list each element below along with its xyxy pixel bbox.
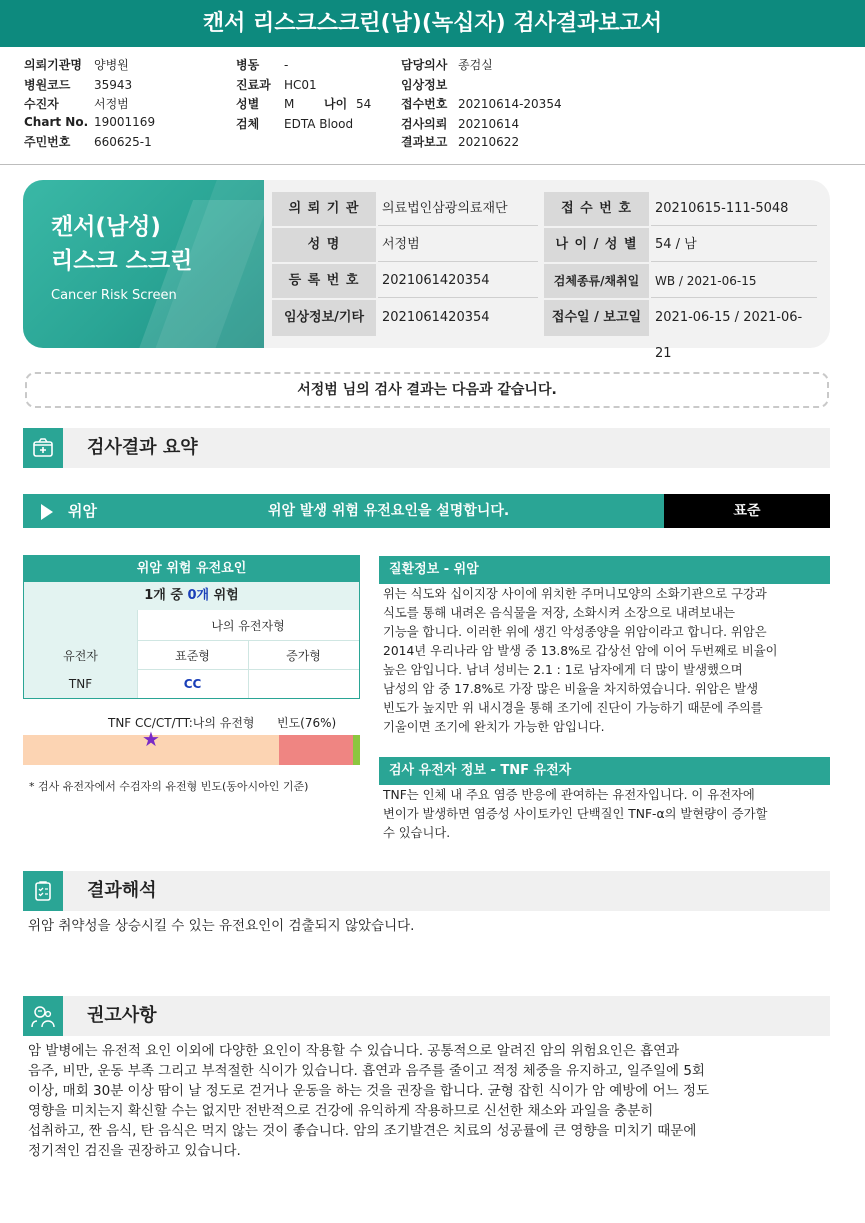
info-value: 2021061420354 [382, 310, 490, 325]
meta-key: 수진자 [24, 97, 59, 111]
meta-row [236, 76, 317, 93]
table-divider [248, 641, 249, 698]
meta-row [236, 115, 353, 132]
gastric-cancer-bar [23, 494, 664, 528]
text-line: 영향을 미치는지 확신할 수는 없지만 전반적으로 건강에 유익하게 작용하므로 신선한 채소와 과일을 충분히 [28, 1103, 654, 1119]
frequency-segment-ct [279, 735, 353, 765]
clipboard-plus-icon [23, 428, 63, 468]
text-line: 남성의 암 중 17.8%로 가장 많은 비율을 차지하였습니다. 위암은 발생 [383, 682, 759, 696]
recommendation-title: 권고사항 [87, 1005, 157, 1026]
play-icon [41, 504, 53, 520]
risk-count [24, 582, 359, 610]
increased-genotype-cell [248, 670, 359, 698]
meta-key: 나이 [324, 97, 348, 111]
gene-risk-table [23, 555, 360, 699]
my-genotype-header: 나의 유전자형 [211, 619, 285, 633]
info-key: 검체종류/채취일 [544, 264, 649, 298]
meta-row [401, 95, 562, 112]
frequency-segment-tt [353, 735, 360, 765]
meta-row [24, 76, 132, 93]
meta-row [401, 115, 519, 132]
info-value: 서정범 [378, 228, 538, 262]
text-line: 기능을 합니다. 이러한 위에 생긴 악성종양을 위암이라고 합니다. 위암은 [383, 625, 767, 639]
cancer-description: 위암 발생 위험 유전요인을 설명합니다. [268, 503, 510, 519]
genotype-frequency-label: TNF CC/CT/TT:나의 유전형 [108, 716, 255, 730]
meta-value: - [284, 58, 289, 72]
meta-row [401, 56, 493, 73]
meta-value: HC01 [284, 78, 317, 92]
meta-value: 양병원 [94, 58, 129, 72]
meta-value: 서정범 [94, 97, 129, 111]
text-line: 2014년 우리나라 암 발생 중 13.8%로 갑상선 암에 이어 두번째로 비율이 [383, 644, 778, 658]
risk-count-value: 0개 [187, 588, 210, 603]
meta-value: EDTA Blood [284, 117, 354, 131]
info-key: 접수일 / 보고일 [544, 300, 649, 336]
text-line: TNF는 인체 내 주요 염증 반응에 관여하는 유전자입니다. 이 유전자에 [383, 788, 755, 802]
meta-key: 진료과 [236, 78, 271, 92]
text-line: 섭취하고, 짠 음식, 탄 음식은 먹지 않는 것이 좋습니다. 암의 조기발견은 치료의 성공률에 큰 영향을 미치기 때문에 [28, 1123, 697, 1139]
star-icon: ★ [142, 727, 160, 751]
info-value: 20210615-111-5048 [651, 192, 817, 226]
recommendation-text [28, 1041, 709, 1161]
disease-info-header: 질환정보 - 위암 [379, 556, 830, 584]
interpretation-section-header [23, 871, 830, 911]
doctor-consult-icon [23, 996, 63, 1036]
text-line: 변이가 발생하면 염증성 사이토카인 단백질인 TNF-α의 발현량이 증가할 [383, 807, 768, 821]
meta-key: 검사의뢰 [401, 117, 448, 131]
meta-value: 20210622 [458, 135, 520, 149]
meta-key: Chart No. [24, 115, 89, 129]
text-line: 위는 식도와 십이지장 사이에 위치한 주머니모양의 소화기관으로 구강과 [383, 587, 767, 601]
brand-title-line2: 리스크 스크린 [51, 248, 193, 274]
meta-row [24, 56, 129, 73]
interpretation-text: 위암 취약성을 상승시킬 수 있는 유전요인이 검출되지 않았습니다. [28, 918, 415, 934]
risk-count-suffix: 위험 [209, 588, 239, 603]
text-line: 수 있습니다. [383, 826, 451, 840]
genotype-frequency-bar [23, 735, 360, 765]
text-line: 이상, 매회 30분 이상 땀이 날 정도로 걷거나 운동을 하는 것을 권장을 합니다. 균형 잡힌 식이가 암 예방에 어느 정도 [28, 1083, 710, 1099]
gene-table-title: 위암 위험 유전요인 [24, 556, 359, 582]
report-title: 캔서 리스크스크린(남)(녹십자) 검사결과보고서 [0, 0, 865, 47]
info-key: 성 명 [272, 228, 376, 262]
checklist-icon [23, 871, 63, 911]
standard-genotype-cell: CC [183, 677, 202, 691]
text-line: 빈도가 높지만 위 내시경을 통해 조기에 진단이 가능하기 때문에 주의를 [383, 701, 763, 715]
gene-info-header: 검사 유전자 정보 - TNF 유전자 [379, 757, 830, 785]
genotype-frequency-value: 빈도(76%) [277, 716, 337, 730]
info-value: WB / 2021-06-15 [651, 264, 817, 298]
risk-level-badge: 표준 [664, 494, 830, 528]
text-line: 음주, 비만, 운동 부족 그리고 부적절한 식이가 있습니다. 흡연과 음주를 줄이고 적정 체중을 유지하고, 일주일에 5회 [28, 1063, 705, 1079]
meta-key: 병원코드 [24, 78, 71, 92]
standard-column-header: 표준형 [175, 649, 210, 663]
meta-key: 접수번호 [401, 97, 448, 111]
info-value: 54 / 남 [651, 228, 817, 262]
meta-row [24, 133, 152, 150]
meta-value: 660625-1 [94, 135, 152, 149]
frequency-note: * 검사 유전자에서 수검자의 유전형 빈도(동아시아인 기준) [29, 780, 309, 793]
meta-value: 19001169 [94, 115, 156, 129]
meta-row [236, 56, 288, 73]
meta-value: 54 [356, 97, 372, 111]
meta-key: 의뢰기관명 [24, 58, 82, 72]
interpretation-title: 결과해석 [87, 880, 157, 901]
gene-name-cell: TNF [68, 677, 93, 691]
meta-value: 20210614-20354 [458, 97, 562, 111]
result-intro-box: 서정범 님의 검사 결과는 다음과 같습니다. [25, 372, 829, 408]
text-line: 높은 암입니다. 남녀 성비는 2.1 : 1로 남자에게 더 많이 발생했으며 [383, 663, 743, 677]
text-line: 식도를 통해 내려온 음식물을 저장, 소화시켜 소장으로 내려보내는 [383, 606, 735, 620]
summary-section-header [23, 428, 830, 468]
info-key: 의 뢰 기 관 [272, 192, 376, 226]
text-line: 기울이면 조기에 완치가 가능한 암입니다. [383, 720, 605, 734]
disease-info-text [383, 585, 828, 737]
meta-key: 주민번호 [24, 135, 71, 149]
meta-key: 성별 [236, 97, 260, 111]
cancer-name: 위암 [68, 502, 97, 520]
meta-row [24, 115, 155, 129]
increased-column-header: 증가형 [286, 649, 321, 663]
meta-row [401, 76, 458, 93]
info-value: 2021061420354 [378, 264, 538, 298]
brand-title-line1: 캔서(남성) [51, 214, 161, 240]
table-divider [137, 610, 138, 698]
meta-value: 종검실 [458, 58, 493, 72]
brand-subtitle: Cancer Risk Screen [51, 288, 177, 303]
recommendation-section-header [23, 996, 830, 1036]
text-line: 암 발병에는 유전적 요인 이외에 다양한 요인이 작용할 수 있습니다. 공통적으로 알려진 암의 위험요인은 흡연과 [28, 1043, 680, 1059]
info-key: 임상정보/기타 [272, 300, 376, 336]
info-key: 등 록 번 호 [272, 264, 376, 298]
meta-key: 담당의사 [401, 58, 448, 72]
info-value: 의료법인삼광의료재단 [378, 192, 538, 226]
summary-title: 검사결과 요약 [87, 437, 198, 458]
header-divider [0, 164, 865, 165]
meta-row [24, 95, 129, 112]
meta-key: 결과보고 [401, 135, 448, 149]
meta-key: 검체 [236, 117, 260, 131]
info-value: 2021-06-15 / 2021-06-21 [655, 310, 803, 361]
gene-info-text [383, 786, 828, 843]
meta-key: 임상정보 [401, 78, 448, 92]
info-key: 나 이 / 성 별 [544, 228, 649, 262]
brand-card [23, 180, 264, 348]
gene-column-header: 유전자 [63, 649, 98, 663]
meta-value: 35943 [94, 78, 133, 92]
text-line: 정기적인 검진을 권장하고 있습니다. [28, 1143, 241, 1159]
info-key: 접 수 번 호 [544, 192, 649, 226]
meta-value: 20210614 [458, 117, 520, 131]
meta-row [236, 95, 371, 112]
meta-row [401, 133, 519, 150]
risk-count-prefix: 1개 중 [144, 588, 188, 603]
meta-value: M [284, 97, 295, 111]
meta-key: 병동 [236, 58, 260, 72]
